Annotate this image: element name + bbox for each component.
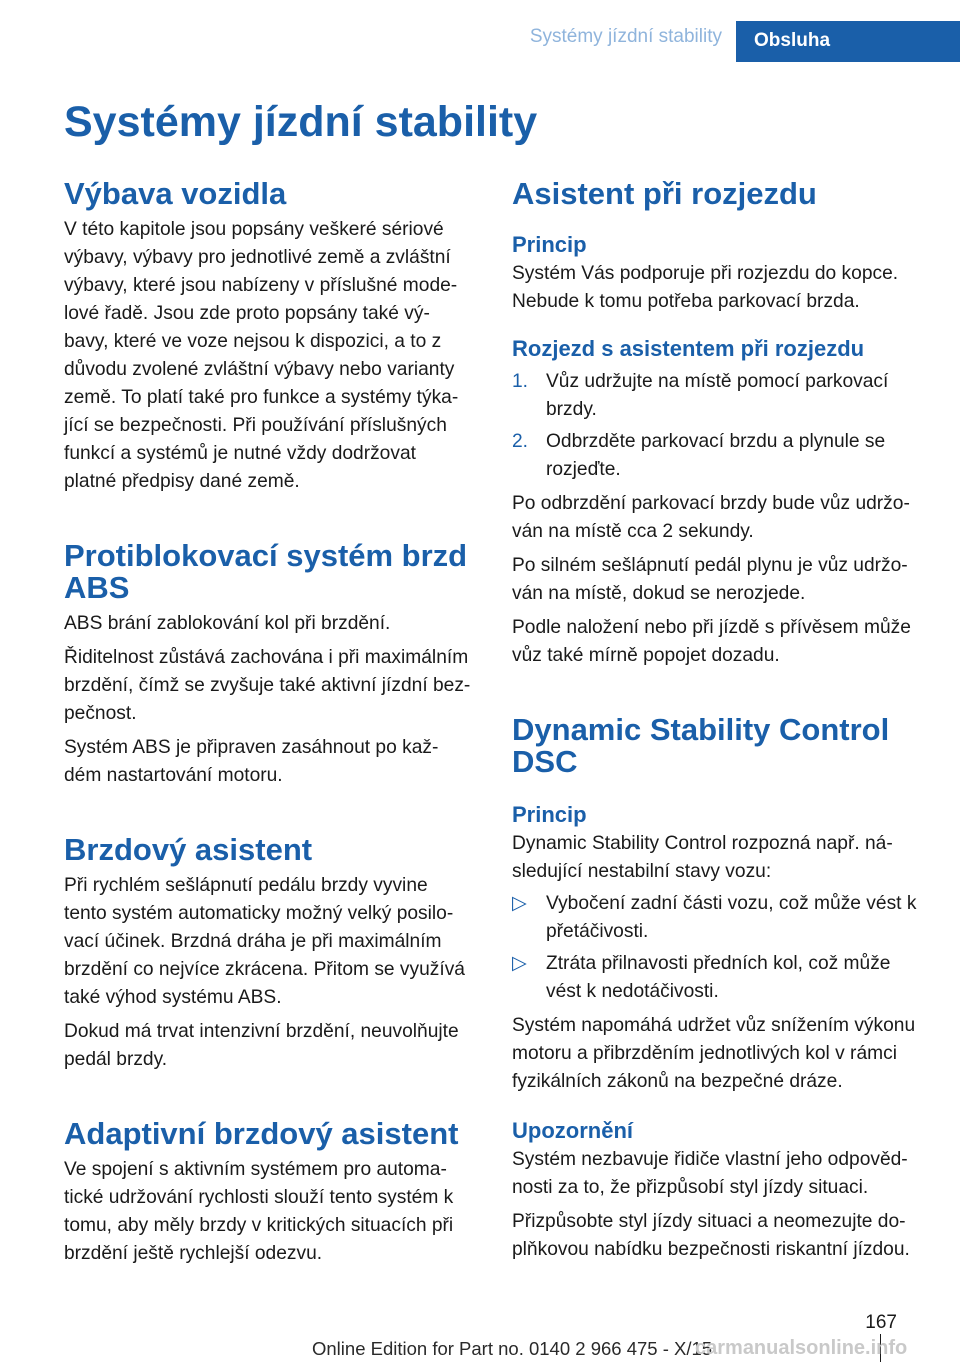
section-vybava <box>64 178 484 496</box>
abs-paragraph-3: Systém ABS je připraven zasáhnout po kaž- dém nastartování motoru. <box>64 737 439 786</box>
rozjezd-sub-heading: Rozjezd s asistentem při rozjezdu <box>512 336 865 361</box>
section-heading-vybava: Výbava vozidla <box>64 176 287 211</box>
watermark: carmanualsonline.info <box>695 1337 908 1359</box>
header-chapter-tab: Obsluha <box>736 21 960 62</box>
left-column <box>64 178 484 1268</box>
section-asistent-rozjezdu <box>512 178 932 670</box>
step-number: 1. <box>512 371 529 392</box>
section-abs <box>64 540 484 790</box>
rozjezd-paragraph-2: Po silném sešlápnutí pedál plynu je vůz udržo- ván na místě, dokud se nerozjede. <box>512 555 908 604</box>
page-title: Systémy jízdní stability <box>64 98 538 146</box>
right-column <box>512 178 932 1264</box>
step-text: Vůz udržujte na místě pomocí parkovací brzdy. <box>546 371 889 420</box>
footer-edition-text: Online Edition for Part no. 0140 2 966 475 - X/15 <box>312 1338 713 1359</box>
section-brzdovy-asistent <box>64 834 484 1074</box>
rozjezd-step-1 <box>512 368 932 424</box>
section-heading-adaptivni-asistent: Adaptivní brzdový asistent <box>64 1116 459 1151</box>
rozjezd-paragraph-1: Po odbrzdění parkovací brzdy bude vůz udržo- ván na místě cca 2 sekundy. <box>512 493 910 542</box>
vybava-text: V této kapitole jsou popsány veškeré sériové výbavy, výbavy pro jednotlivé země a zvláštní výbavy, které jsou nabízeny v příslušné mode- lové řadě. Jsou zde proto popsány také vý- bavy, které ve voze nejsou k dispozici, a to z důvodu zvolené zvláštní výbavy nebo varianty země. To platí také pro funkce a systémy týka- jící se bezpečnosti. Při používání příslušných funkcí a systémů je nutné vždy dodržovat platné předpisy dané země. <box>64 219 459 492</box>
dsc-heading-line1: Dynamic Stability Control <box>512 712 890 747</box>
section-adaptivni-asistent <box>64 1118 484 1268</box>
step-text: Odbrzděte parkovací brzdu a plynule se rozjeďte. <box>546 431 886 480</box>
rozjezd-princip-heading: Princip <box>512 232 587 257</box>
dsc-princip-text: Dynamic Stability Control rozpozná např. ná- sledující nestabilní stavy vozu: <box>512 833 893 882</box>
bullet-text: Ztráta přilnavosti předních kol, což může vést k nedotáčivosti. <box>546 953 891 1002</box>
dsc-bullet-list <box>512 890 932 1006</box>
header-section-title: Systémy jízdní stability <box>529 26 722 47</box>
section-heading-dsc <box>512 714 932 778</box>
page-number: 167 <box>865 1312 897 1333</box>
rozjezd-paragraph-3: Podle naložení nebo při jízdě s přívěsem může vůz také mírně popojet dozadu. <box>512 617 911 666</box>
rozjezd-steps-list <box>512 368 932 484</box>
abs-paragraph-1: ABS brání zablokování kol při brzdění. <box>64 613 391 634</box>
dsc-upozorneni-heading: Upozornění <box>512 1118 633 1143</box>
abs-paragraph-2: Řiditelnost zůstává zachována i při maximálním brzdění, čímž se zvyšuje také aktivní jízdní bez- pečnost. <box>64 647 471 724</box>
brzdovy-paragraph-2: Dokud má trvat intenzivní brzdění, neuvolňujte pedál brzdy. <box>64 1021 459 1070</box>
rozjezd-step-2 <box>512 428 932 484</box>
dsc-paragraph-2: Přizpůsobte styl jízdy situaci a neomezujte do- plňkovou nabídku bezpečnosti riskantní jízdou. <box>512 1211 910 1260</box>
dsc-paragraph-1: Systém napomáhá udržet vůz snížením výkonu motoru a přibrzděním jednotlivých kol v rámci fyzikálních zákonů na bezpečné dráze. <box>512 1015 916 1092</box>
abs-heading-line1: Protiblokovací systém brzd <box>64 538 468 573</box>
triangle-bullet-icon: ▷ <box>512 893 527 914</box>
dsc-princip-heading: Princip <box>512 802 587 827</box>
dsc-bullet-2 <box>512 950 932 1006</box>
rozjezd-princip-text: Systém Vás podporuje při rozjezdu do kopce. Nebude k tomu potřeba parkovací brzda. <box>512 263 899 312</box>
abs-heading-line2: ABS <box>64 570 130 605</box>
section-heading-asistent-rozjezdu: Asistent při rozjezdu <box>512 176 817 211</box>
dsc-bullet-1 <box>512 890 932 946</box>
dsc-upozorneni-text: Systém nezbavuje řidiče vlastní jeho odpověd- nosti za to, že přizpůsobí styl jízdy situaci. <box>512 1149 908 1198</box>
page-header <box>0 0 960 62</box>
adaptivni-paragraph-1: Ve spojení s aktivním systémem pro automa- tické udržování rychlosti slouží tento systém k tomu, aby měly brzdy v kritických situacích při brzdění ještě rychlejší odezvu. <box>64 1159 454 1264</box>
bullet-text: Vybočení zadní části vozu, což může vést k přetáčivosti. <box>546 893 917 942</box>
brzdovy-paragraph-1: Při rychlém sešlápnutí pedálu brzdy vyvine tento systém automaticky možný velký posilo- vací účinek. Brzdná dráha je při maximálním brzdění co nejvíce zkrácena. Přitom se využívá také výhod systému ABS. <box>64 875 465 1008</box>
section-heading-abs <box>64 540 484 604</box>
section-heading-brzdovy-asistent: Brzdový asistent <box>64 832 313 867</box>
section-dsc <box>512 714 932 1264</box>
step-number: 2. <box>512 431 529 452</box>
dsc-heading-line2: DSC <box>512 744 578 779</box>
triangle-bullet-icon: ▷ <box>512 953 527 974</box>
